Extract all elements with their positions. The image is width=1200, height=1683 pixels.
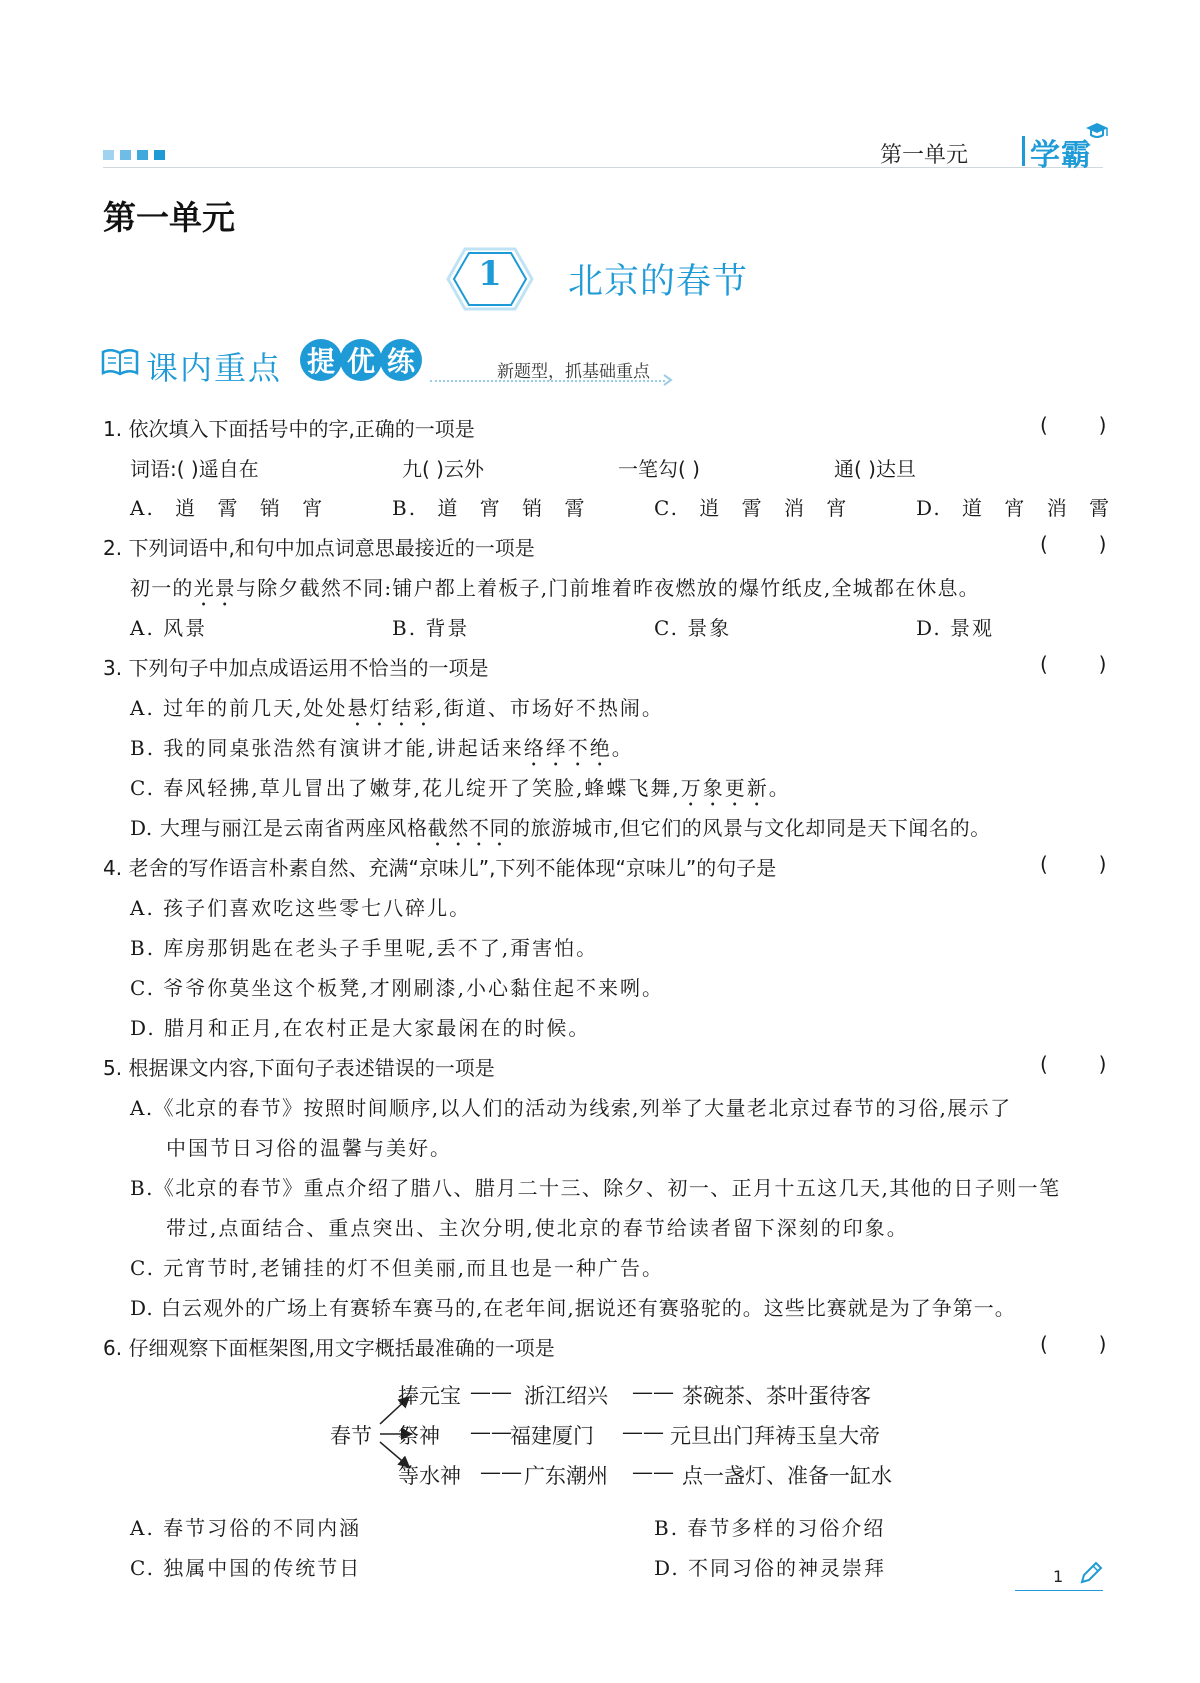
header-unit-label: 第一单元 [880,143,969,168]
book-icon [100,346,140,378]
option-b: B.《北京的春节》重点介绍了腊八、腊月二十三、除夕、初一、正月十五这几天,其他的日子则一笔 [130,1176,1061,1200]
diagram-place: 广东潮州 [524,1464,608,1488]
header-divider [1022,136,1025,166]
option-a: A. 春节习俗的不同内涵 [130,1516,362,1540]
diagram-dash: —— [470,1420,512,1444]
diagram-dash: —— [632,1460,674,1484]
option-d: D. 白云观外的广场上有赛轿车赛马的,在老年间,据说还有赛骆驼的。这些比赛就是为了争第一。 [130,1296,1016,1320]
diagram-place: 福建厦门 [510,1424,594,1448]
header-decoration [103,150,165,160]
answer-blank[interactable]: ( ) [1040,852,1107,876]
diagram-custom: 捧元宝 [398,1384,461,1408]
question-6-stem: 6. 仔细观察下面框架图,用文字概括最准确的一项是 [103,1336,555,1360]
footer-rule [1015,1590,1103,1591]
q1-word: 通( )达旦 [834,457,916,481]
diagram-root: 春节 [330,1424,372,1448]
option-a: A. 逍 霄 销 宵 [130,496,325,520]
option-d: D. 腊月和正月,在农村正是大家最闲在的时候。 [130,1016,591,1040]
graduation-cap-icon [1084,120,1110,142]
diagram-dash: —— [480,1460,522,1484]
option-c: C. 爷爷你莫坐这个板凳,才刚刷漆,小心黏住起不来咧。 [130,976,665,1000]
q1-word: 九( )云外 [402,457,484,481]
option-b-cont: 带过,点面结合、重点突出、主次分明,使北京的春节给读者留下深刻的印象。 [166,1216,909,1240]
q2-sentence: 初一的光景与除夕截然不同:铺户都上着板子,门前堆着昨夜燃放的爆竹纸皮,全城都在休息。 [130,576,980,600]
option-c: C. 元宵节时,老铺挂的灯不但美丽,而且也是一种广告。 [130,1256,665,1280]
option-a: A. 过年的前几天,处处悬灯结彩,街道、市场好不热闹。 [130,696,664,720]
diagram-custom: 等水神 [398,1464,461,1488]
diagram-dash: —— [470,1380,512,1404]
section-tagline: 新题型，抓基础重点 [497,362,650,382]
option-a: A. 风景 [130,616,208,640]
chevron-right-icon [662,373,674,387]
pencil-icon [1078,1560,1104,1586]
q1-word: 词语:( )遥自在 [130,457,259,481]
option-c: C. 逍 霄 消 宵 [654,496,849,520]
option-c: C. 春风轻拂,草儿冒出了嫩芽,花儿绽开了笑脸,蜂蝶飞舞,万象更新。 [130,776,791,800]
question-1-stem: 1. 依次填入下面括号中的字,正确的一项是 [103,417,475,441]
q1-word: 一笔勾( ) [618,457,700,481]
section-badge [300,339,420,381]
answer-blank[interactable]: ( ) [1040,1052,1107,1076]
answer-blank[interactable]: ( ) [1040,652,1107,676]
badge-char: 练 [380,339,422,381]
option-a: A.《北京的春节》按照时间顺序,以人们的活动为线索,列举了大量老北京过春节的习俗,展示了 [130,1096,1012,1120]
option-c: C. 景象 [654,616,732,640]
answer-blank[interactable]: ( ) [1040,413,1107,437]
page-number: 1 [1053,1567,1064,1586]
question-4-stem: 4. 老舍的写作语言朴素自然、充满“京味儿”,下列不能体现“京味儿”的句子是 [103,856,777,880]
diagram-detail: 茶碗茶、茶叶蛋待客 [682,1384,871,1408]
option-c: C. 独属中国的传统节日 [130,1556,362,1580]
badge-char: 提 [300,339,342,381]
option-d: D. 道 宵 消 霄 [916,496,1112,520]
diagram-custom: 祭神 [398,1424,440,1448]
framework-diagram [330,1368,930,1498]
diagram-detail: 点一盏灯、准备一缸水 [682,1464,892,1488]
question-3-stem: 3. 下列句子中加点成语运用不恰当的一项是 [103,656,489,680]
option-b: B. 库房那钥匙在老头子手里呢,丢不了,甭害怕。 [130,936,599,960]
diagram-dash: —— [632,1380,674,1404]
option-a: A. 孩子们喜欢吃这些零七八碎儿。 [130,896,472,920]
option-a-cont: 中国节日习俗的温馨与美好。 [166,1136,452,1160]
section-title: 课内重点 [146,349,283,387]
answer-blank[interactable]: ( ) [1040,1332,1107,1356]
answer-blank[interactable]: ( ) [1040,532,1107,556]
question-2-stem: 2. 下列词语中,和句中加点词意思最接近的一项是 [103,536,535,560]
badge-char: 优 [340,339,382,381]
option-b: B. 背景 [392,616,470,640]
option-d: D. 不同习俗的神灵崇拜 [654,1556,887,1580]
option-b: B. 道 宵 销 霄 [392,496,587,520]
option-b: B. 我的同桌张浩然有演讲才能,讲起话来络绎不绝。 [130,736,634,760]
dotted-word: 光景 [193,576,237,600]
option-d: D. 景观 [916,616,995,640]
option-b: B. 春节多样的习俗介绍 [654,1516,886,1540]
unit-title: 第一单元 [103,198,235,237]
section-dotted-rule [430,380,665,382]
lesson-number: 1 [478,254,502,294]
question-5-stem: 5. 根据课文内容,下面句子表述错误的一项是 [103,1056,495,1080]
option-d: D. 大理与丽江是云南省两座风格截然不同的旅游城市,但它们的风景与文化却同是天下闻名的。 [130,816,991,840]
diagram-place: 浙江绍兴 [524,1384,608,1408]
diagram-dash: —— [622,1420,664,1444]
brand-logo: 学霸 [1030,138,1092,173]
diagram-detail: 元旦出门拜祷玉皇大帝 [670,1424,880,1448]
lesson-title: 北京的春节 [568,262,749,302]
